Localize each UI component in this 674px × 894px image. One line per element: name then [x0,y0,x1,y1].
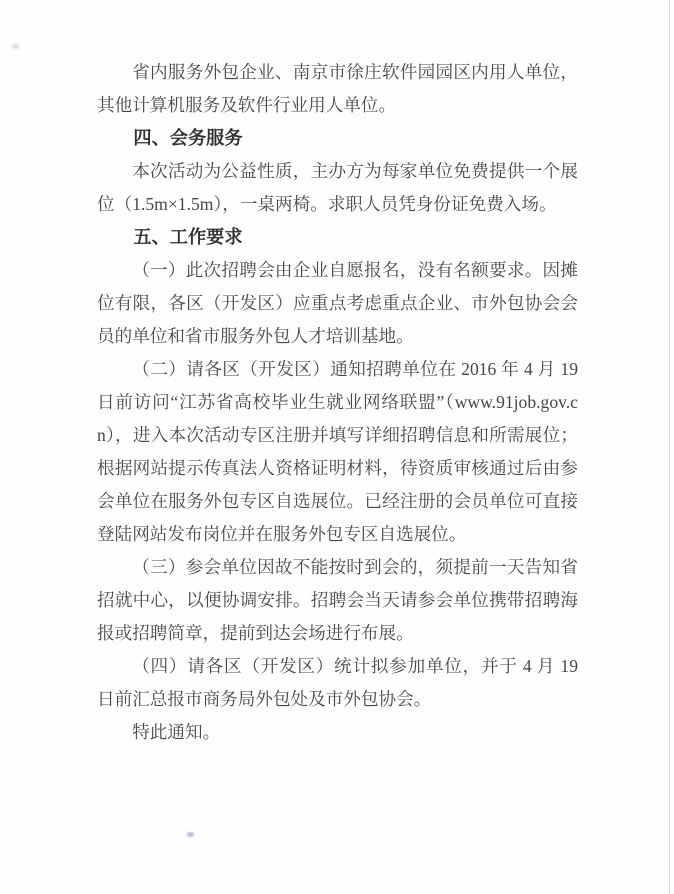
paragraph-requirement-3-attendance: （三）参会单位因故不能按时到会的，须提前一天告知省招就中心，以便协调安排。招聘会当天请参会单位携带招聘海报或招聘简章，提前到达会场进行布展。 [97,557,578,643]
page-edge-scan-line [669,0,670,894]
ink-dot-artifact [187,832,194,837]
paragraph-free-booth: 本次活动为公益性质，主办方为每家单位免费提供一个展位（1.5m×1.5m），一桌两椅。求职人员凭身份证免费入场。 [97,161,578,214]
document-text-block [97,56,578,749]
section-heading-work-requirements: 五、工作要求 [133,227,243,248]
paragraph-requirement-2-registration: （二）请各区（开发区）通知招聘单位在 2016 年 4 月 19 日前访问“江苏省高校毕业生就业网络联盟”（www.91job.gov.cn），进入本次活动专区注册并填写详细招聘信息和所需展位；根据网站提示传真法人资格证明材料，待资质审核通过后由参会单位在服务外包专区自选展位。已经注册的会员单位可直接登陆网站发布岗位并在服务外包专区自选展位。 [97,359,578,544]
paragraph-closing-notice: 特此通知。 [132,722,221,742]
scan-smudge-artifact [12,44,19,49]
paragraph-eligible-employers: 省内服务外包企业、南京市徐庄软件园园区内用人单位，其他计算机服务及软件行业用人单位。 [97,62,578,115]
paragraph-requirement-4-reporting: （四）请各区（开发区）统计拟参加单位，并于 4 月 19 日前汇总报市商务局外包处及市外包协会。 [97,656,578,709]
section-heading-conference-services: 四、会务服务 [133,128,243,149]
paragraph-requirement-1: （一）此次招聘会由企业自愿报名，没有名额要求。因摊位有限，各区（开发区）应重点考虑重点企业、市外包协会会员的单位和省市服务外包人才培训基地。 [97,260,578,346]
